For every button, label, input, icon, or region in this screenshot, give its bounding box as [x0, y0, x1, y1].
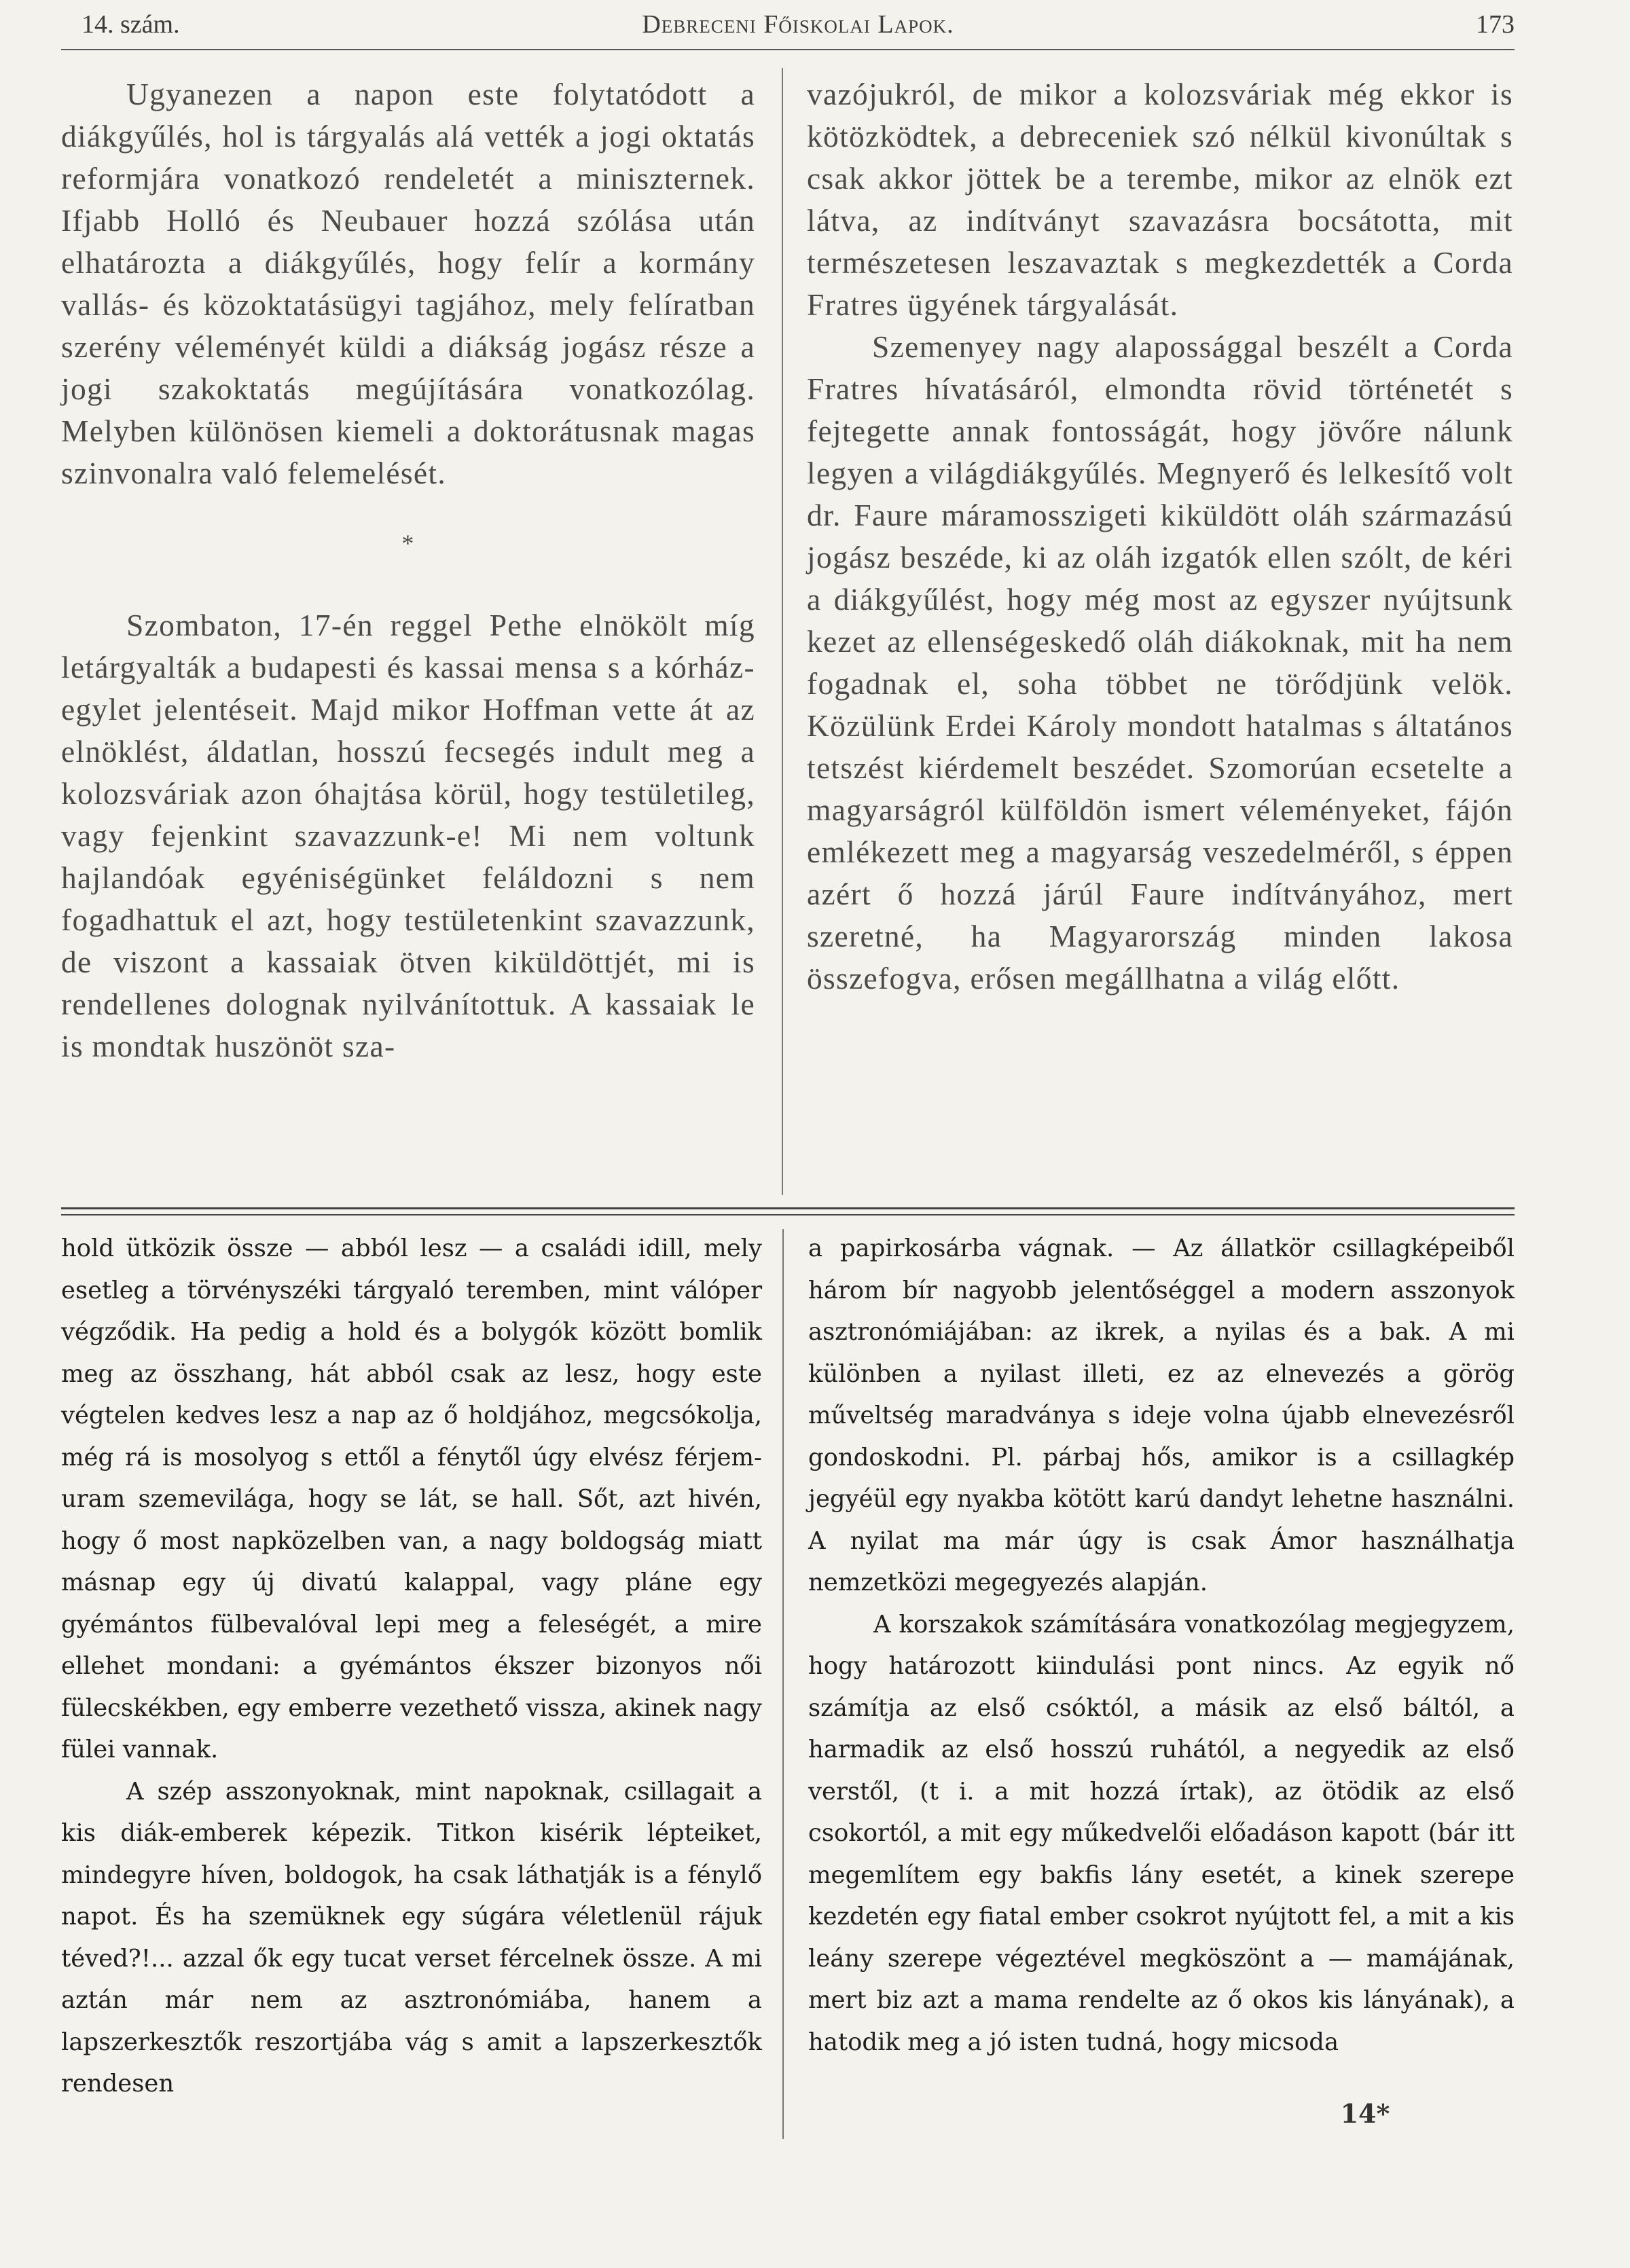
upper-left-column: [61, 73, 755, 1067]
column-divider: [782, 1229, 784, 2139]
paragraph: A szép asszonyoknak, mint napoknak, csillagait a kis diák-emberek képezik. Titkon kisérik lépteiket, mindegyre híven, boldogok, ha csak láthatják is a fénylő napot. És ha szemüknek egy súgára véletlenül rájuk téved?!... azzal ők egy tucat verset fércelnek össze. A mi aztán már nem az asztronómiába, hanem a lapszerkesztők reszortjába vág s amit a lapszerkesztők rendesen: [61, 1777, 762, 2098]
paragraph: vazójukról, de mikor a kolozsváriak még ekkor is kötözködtek, a debreceniek szó nélkül kivonúltak s csak akkor jöttek be a terembe, mikor az elnök ezt látva, az indítványt szavazásra bocsátotta, mit természetesen leszavaztak s megkezdették a Corda Fratres ügyének tárgyalását.: [807, 77, 1513, 322]
signature-mark: 14*: [1340, 2098, 1390, 2129]
journal-title: Debreceni Főiskolai Lapok.: [642, 10, 954, 39]
section-rule: [61, 1207, 1515, 1209]
paragraph: Szombaton, 17-én reggel Pethe elnökölt míg letárgyalták a budapesti és kassai mensa s a kórház-egylet jelentéseit. Majd mikor Hoffman vette át az elnöklést, áldatlan, hosszú fecsegés indult meg a kolozsváriak azon óhajtása körül, hogy testületileg, vagy fejenkint szavazzunk-e! Mi nem voltunk hajlandóak egyéniségünket feláldozni s nem fogadhattuk el azt, hogy testületenkint szavazzunk, de viszont a kassaiak ötven kiküldöttjét, mi is rendellenes dolognak nyilvánítottuk. A kassaiak le is mondtak huszönöt sza-: [61, 608, 755, 1063]
page-number: 173: [1476, 10, 1515, 39]
lower-left-column: [61, 1228, 762, 2105]
upper-right-column: [807, 73, 1513, 1000]
lower-right-column: [808, 1228, 1515, 2063]
paragraph: a papirkosárba vágnak. — Az állatkör csillagképeiből három bír nagyobb jelentőséggel a modern asszonyok asztronómiájában: az ikrek, a nyilas és a bak. A mi különben a nyilast illeti, ez az elnevezés a görög műveltség maradványa s ideje volna újabb elnevezésről gondoskodni. Pl. párbaj hős, amikor is a csillagkép jegyéül egy nyakba kötött karú dandyt lehetne használni. A nyilat ma már úgy is csak Ámor használhatja nemzetközi megegyezés alapján.: [808, 1234, 1515, 1596]
paragraph: Szemenyey nagy alapossággal beszélt a Corda Fratres hívatásáról, elmondta rövid történetét s fejtegette annak fontosságát, hogy jövőre nálunk legyen a világdiákgyűlés. Megnyerő és lelkesítő volt dr. Faure máramosszigeti kiküldött oláh származású jogász beszéde, ki az oláh izgatók ellen szólt, de kéri a diákgyűlést, hogy még most az egyszer nyújtsunk kezet az ellenségeskedő oláh diákoknak, mit ha nem fogadnak el, soha többet ne törődjünk velök. Közülünk Erdei Károly mondott hatalmas s áltatános tetszést kiérdemelt beszédet. Szomorúan ecsetelte a magyarságról külföldön ismert véleményeket, fájón emlékezett meg a magyarság veszedelméről, s éppen azért ő hozzá járúl Faure indítványához, mert szeretné, ha Magyarország minden lakosa összefogva, erősen megállhatna a világ előtt.: [807, 329, 1513, 995]
paragraph: hold ütközik össze — abból lesz — a családi idill, mely esetleg a törvényszéki tárgyaló teremben, mint válóper végződik. Ha pedig a hold és a bolygók között bomlik meg az összhang, hát abból csak az lesz, hogy este végtelen kedves lesz a nap az ő holdjához, megcsókolja, még rá is mosolyog s ettől a fénytől úgy elvész férjem-uram szemevilága, hogy se lát, se hall. Sőt, azt hivén, hogy ő most napközelben van, a nagy boldogság miatt másnap egy új divatú kalappal, vagy pláne egy gyémántos fülbevalóval lepi meg a feleségét, a mire ellehet mondani: a gyémántos ékszer bizonyos női fülecskékben, egy emberre vezethető vissza, akinek nagy fülei vannak.: [61, 1234, 762, 1763]
paragraph: A korszakok számítására vonatkozólag megjegyzem, hogy határozott kiindulási pont nincs. Az egyik nő számítja az első csóktól, a másik az első báltól, a harmadik az első hosszú ruhától, a negyedik az első verstől, (t i. a mit hozzá írtak), az ötödik az első csokortól, a mit egy műkedvelői előadáson kapott (bár itt megemlítem egy bakfis lány esetét, a kinek szerepe kezdetén egy fiatal ember csokrot nyújtott fel, a mit a kis leány szerepe végeztével megköszönt a — mamájának, mert biz azt a mama rendelte az ő okos kis lányának), a hatodik meg a jó isten tudná, hogy micsoda: [808, 1610, 1515, 2056]
paragraph: Ugyanezen a napon este folytatódott a diákgyűlés, hol is tárgyalás alá vették a jogi oktatás reformjára vonatkozó rendeletét a miniszternek. Ifjabb Holló és Neubauer hozzá szólása után elhatározta a diákgyűlés, hogy felír a kormány vallás- és közoktatásügyi tagjához, mely felíratban szerény véleményét küldi a diákság jogász része a jogi szakoktatás megújítására vonatkozólag. Melyben különösen kiemeli a doktorátusnak magas szinvonalra való felemelését.: [61, 77, 755, 490]
section-separator-star: *: [401, 530, 415, 557]
running-header: [82, 10, 1515, 43]
section-rule: [61, 1214, 1515, 1215]
column-divider: [782, 68, 783, 1195]
issue-number: 14. szám.: [82, 10, 180, 39]
header-rule: [61, 49, 1515, 50]
